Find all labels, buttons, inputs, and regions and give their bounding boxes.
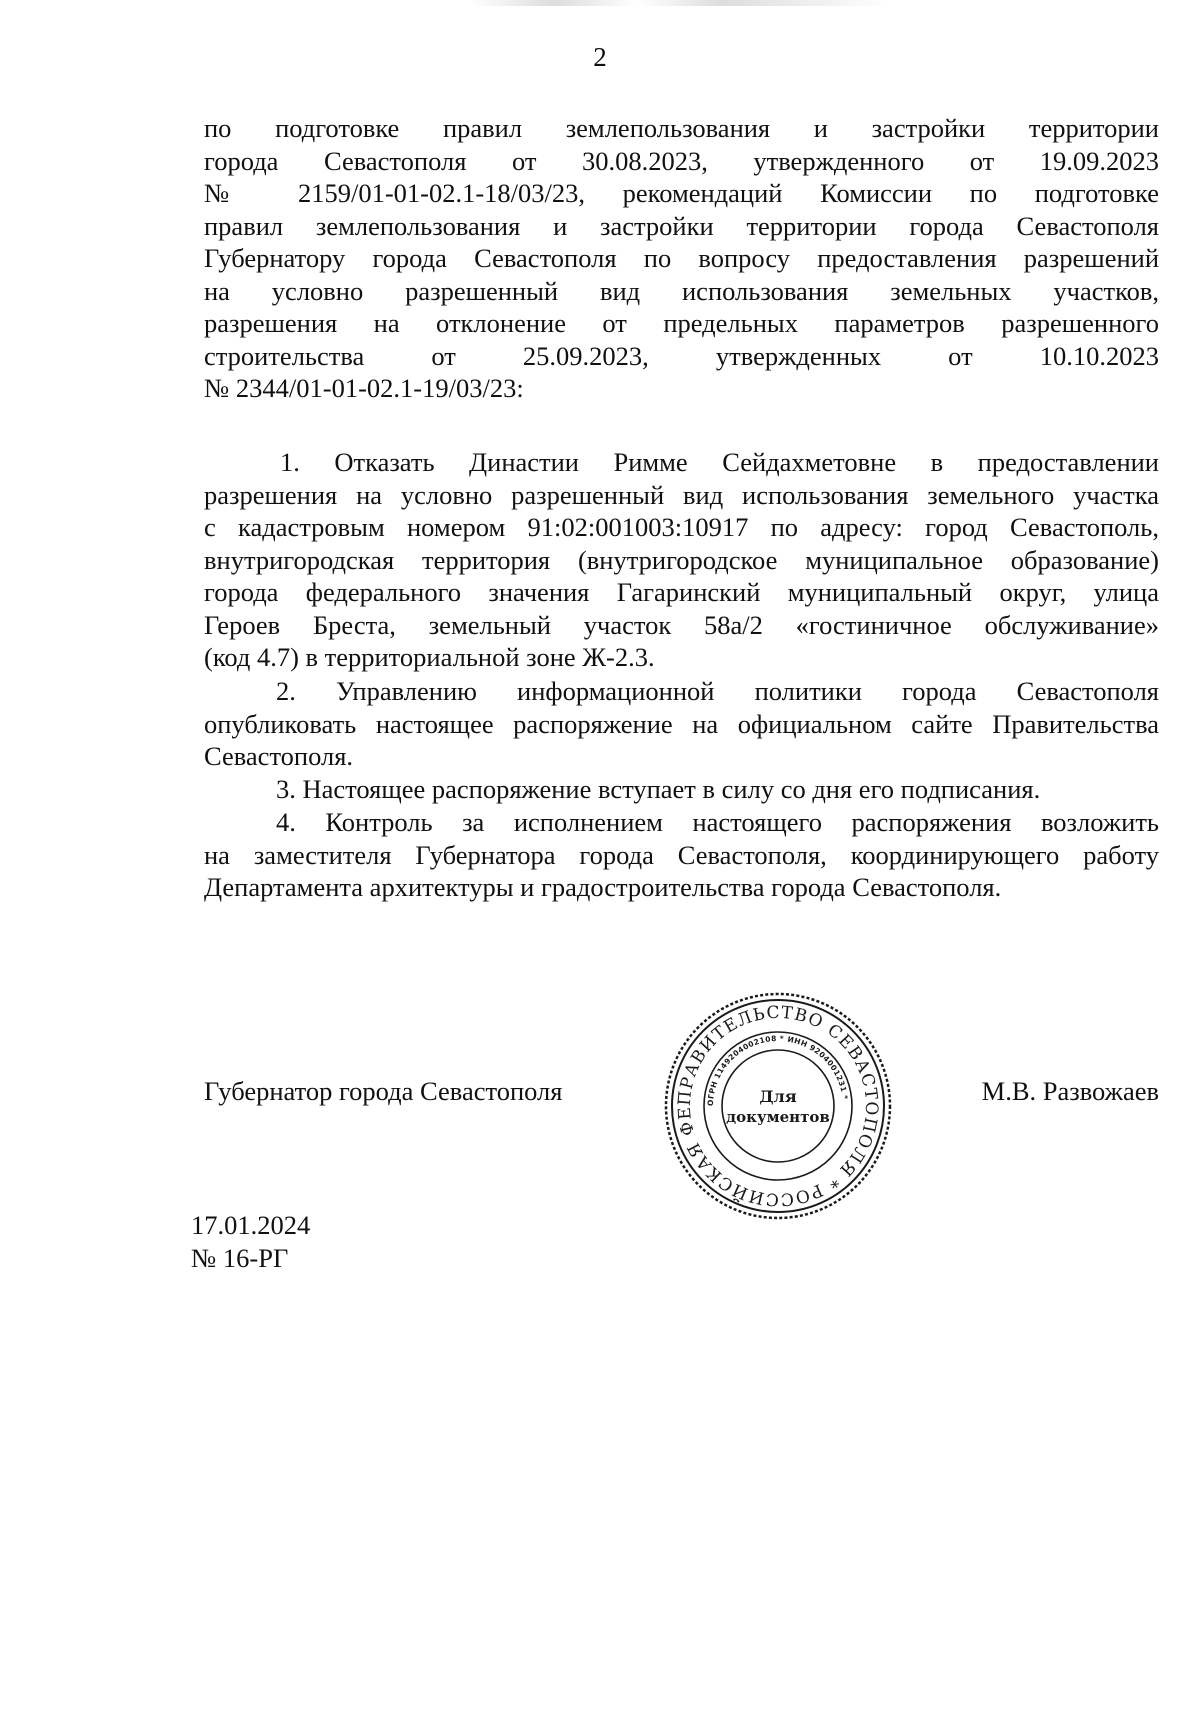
- text-line: правил землепользования и застройки территории города Севастополя: [204, 210, 1159, 241]
- text-line: Героев Бреста, земельный участок 58а/2 «гостиничное обслуживание»: [204, 609, 1159, 640]
- seal-center-line2: документов: [726, 1108, 830, 1126]
- text-line: разрешения на отклонение от предельных параметров разрешенного: [204, 308, 1159, 338]
- text-line: с кадастровым номером 91:02:001003:10917 по адресу: город Севастополь,: [204, 512, 1159, 542]
- document-date-block: [191, 1209, 310, 1275]
- scan-artifact: [470, 0, 890, 6]
- text-line: (код 4.7) в территориальной зоне Ж-2.3.: [204, 642, 655, 672]
- seal-center-line1: Для: [759, 1087, 797, 1106]
- clause-1: [204, 446, 1159, 674]
- signatory-position: Губернатор города Севастополя: [204, 1076, 563, 1106]
- seal-icon: [662, 990, 894, 1222]
- text-line: 2. Управлению информационной политики города Севастополя: [276, 676, 1159, 706]
- text-line: по подготовке правил землепользования и застройки территории: [204, 113, 1159, 143]
- text-line: Департамента архитектуры и градостроительства города Севастополя.: [204, 872, 1002, 902]
- text-line: внутригородская территория (внутригородское муниципальное образование): [204, 544, 1159, 575]
- text-line: разрешения на условно разрешенный вид использования земельного участка: [204, 479, 1159, 510]
- signatory-name: М.В. Развожаев: [981, 1076, 1159, 1106]
- text-line: № 2159/01-01-02.1-18/03/23, рекомендаций Комиссии по подготовке: [204, 178, 1159, 208]
- text-line: опубликовать настоящее распоряжение на официальном сайте Правительства: [204, 708, 1159, 739]
- clause-3: [204, 773, 1159, 806]
- official-seal: [662, 990, 894, 1222]
- clause-4: [204, 806, 1159, 904]
- clause-2: [204, 675, 1159, 773]
- text-line: строительства от 25.09.2023, утвержденных от 10.10.2023: [204, 340, 1159, 371]
- text-line: на заместителя Губернатора города Севастополя, координирующего работу: [204, 839, 1159, 870]
- text-line: 1. Отказать Династии Римме Сейдахметовне в предоставлении: [280, 447, 1159, 477]
- text-line: на условно разрешенный вид использования земельных участков,: [204, 275, 1159, 306]
- document-number: № 16-РГ: [191, 1243, 289, 1273]
- text-line: № 2344/01-01-02.1-19/03/23:: [204, 373, 524, 403]
- text-line: Севастополя.: [204, 741, 354, 771]
- intro-paragraph: [204, 112, 1159, 405]
- text-line: города Севастополя от 30.08.2023, утвержденного от 19.09.2023: [204, 145, 1159, 176]
- seal-outer-text: ПРАВИТЕЛЬСТВО СЕВАСТОПОЛЯ * РОССИЙСКАЯ ФЕ: [674, 1002, 882, 1210]
- text-line: Губернатору города Севастополя по вопросу предоставления разрешений: [204, 243, 1159, 273]
- document-date: 17.01.2024: [191, 1210, 311, 1240]
- text-line: 4. Контроль за исполнением настоящего распоряжения возложить: [276, 807, 1159, 837]
- text-line: города федерального значения Гагаринский муниципальный округ, улица: [204, 577, 1159, 607]
- page-number: 2: [593, 42, 607, 72]
- seal-inner-text: ОГРН 1149204002108 * ИНН 9204001231 *: [705, 1033, 850, 1107]
- text-line: 3. Настоящее распоряжение вступает в силу со дня его подписания.: [276, 774, 1041, 804]
